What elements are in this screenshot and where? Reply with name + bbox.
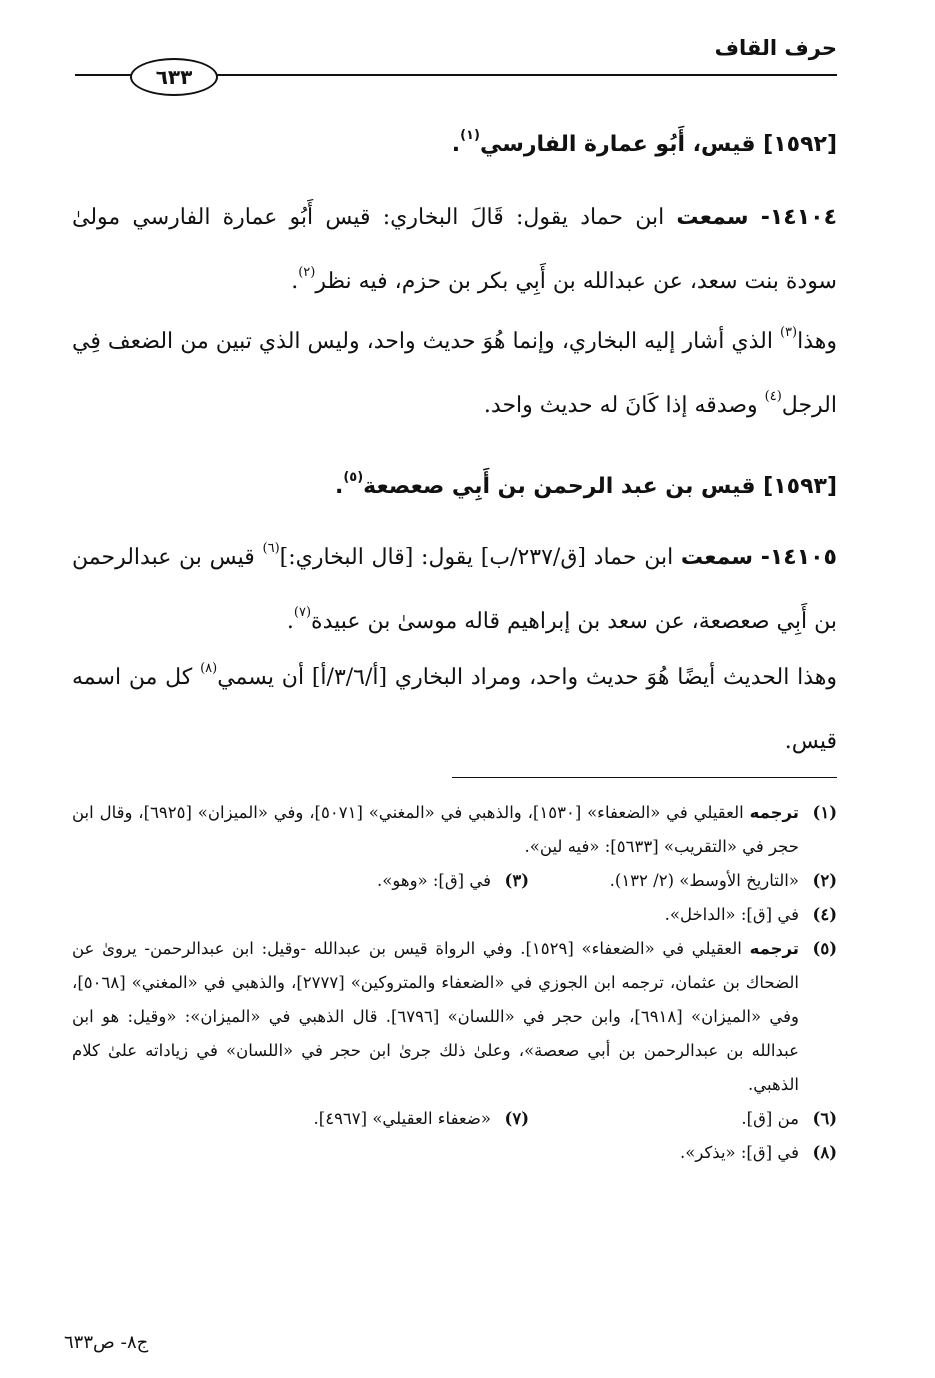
footnote-ref: (٥): [343, 470, 364, 485]
chapter-title: حرف القاف: [714, 36, 837, 60]
page-number-badge: [130, 58, 218, 96]
footnote-ref: (١): [460, 128, 480, 143]
footnote-ref: (٧): [293, 605, 312, 620]
commentary-text: وهذا الحديث أيضًا هُوَ حديث واحد، ومراد البخاري [أ/٣/٦/أ] أن يسمي: [217, 665, 837, 690]
footnote-text: «التاريخ الأوسط» (٢/ ١٣٢).: [609, 871, 799, 890]
commentary-text: وهذا: [797, 329, 837, 354]
entry-heading-text: [١٥٩٣] قيس بن عبد الرحمن بن أَبِي صعصعة: [363, 474, 837, 499]
footnote-text: من [ق].: [741, 1109, 799, 1128]
footnote-4: [72, 898, 837, 932]
hadith-keyword: سمعت: [676, 205, 749, 230]
entry-heading-text: [١٥٩٢] قيس، أَبُو عمارة الفارسي: [479, 132, 837, 157]
footnote-ref: (٨): [200, 661, 218, 676]
entry-heading-1592: [١٥٩٢] قيس، أَبُو عمارة الفارسي$^{(١)}$.: [451, 128, 837, 157]
commentary-14105: [72, 646, 837, 774]
entry-heading-1593: [١٥٩٣] قيس بن عبد الرحمن بن أَبِي صعصعة$^{(٥)}$.: [334, 470, 837, 499]
hadith-keyword: سمعت: [680, 545, 753, 570]
footnote-text: العقيلي في «الضعفاء» [١٥٢٩]. وفي الرواة قيس بن عبدالله -وقيل: ابن عبدالرحمن- يروىٰ عن الضحاك بن عثمان، ترجمه ابن الجوزي في «الضعفاء والمتروكين» [٢٧٧٧]، والذهبي في «المغني» [٥٠٦٨]، وفي «الميزان» [٦٩١٨]، وابن حجر في «اللسان» [٦٧٩٦]. قال الذهبي في «الميزان»: «وقيل: هو ابن عبدالله بن عبدالرحمن بن أبي صعصة»، وعلىٰ ذلك جرىٰ ابن حجر في «اللسان» في زياداته علىٰ كلام الذهبي.: [72, 939, 800, 1094]
commentary-text: الذي أشار إليه البخاري، وإنما هُوَ حديث واحد، وليس الذي تبين من الضعف فِي الرجل: [72, 329, 837, 418]
footnote-mark: (٧): [504, 1109, 529, 1128]
footnote-mark: (٦): [812, 1109, 837, 1128]
footnote-mark: (٣): [504, 871, 529, 890]
commentary-14104: [72, 310, 837, 438]
hadith-number: ١٤١٠٥-: [760, 545, 837, 570]
footnote-mark: (٨): [812, 1143, 837, 1162]
footnote-1: [72, 796, 837, 864]
footnote-mark: (١): [812, 803, 837, 822]
commentary-text: كل من اسمه قيس.: [72, 665, 837, 754]
hadith-text: ابن حماد يقول: قَالَ البخاري: قيس أَبُو عمارة الفارسي مولىٰ سودة بنت سعد، عن عبدالله بن أَبِي بكر بن حزم، فيه نظر: [72, 205, 837, 294]
footnote-keyword: ترجمه: [749, 803, 799, 822]
hadith-14104: ١٤١٠٤- سمعت ابن حماد يقول: قَالَ البخاري: قيس أَبُو عمارة الفارسي مولىٰ سودة بنت سعد، عن عبدالله بن أَبِي بكر بن حزم، فيه نظر$^{(٢)}$.: [72, 205, 838, 294]
footnote-mark: (٥): [812, 939, 837, 958]
footnotes: [72, 796, 837, 1170]
footnote-5: [72, 932, 837, 1102]
footnote-mark: (٤): [812, 905, 837, 924]
hadith-number: ١٤١٠٤-: [760, 205, 838, 230]
footnote-ref: (٢): [298, 265, 316, 280]
page-number: ٦٣٣: [155, 65, 193, 89]
footnote-6-7: [72, 1102, 837, 1136]
footnote-text: في [ق]: «وهو».: [377, 871, 491, 890]
volume-page-mark: ج٨- ص٦٣٣: [64, 1332, 149, 1353]
hadith-text: ابن حماد [ق/٢٣٧/ب] يقول: [قال البخاري:]: [279, 545, 674, 570]
footnote-keyword: ترجمه: [749, 939, 799, 958]
footnote-ref: (٣): [779, 325, 798, 340]
hadith-text: قيس بن عبدالرحمن بن أَبِي صعصعة، عن سعد بن إبراهيم قاله موسىٰ بن عبيدة: [72, 545, 837, 634]
footnote-separator: [452, 777, 837, 778]
commentary-text: وصدقه إذا كَانَ له حديث واحد.: [483, 393, 758, 418]
footnote-mark: (٢): [812, 871, 837, 890]
hadith-14105: ١٤١٠٥- سمعت ابن حماد [ق/٢٣٧/ب] يقول: [قال البخاري:]$^{(٦)}$ قيس بن عبدالرحمن بن أَبِي صعصعة، عن سعد بن إبراهيم قاله موسىٰ بن عبيدة$^{(٧)}$.: [72, 541, 837, 634]
footnote-ref: (٦): [262, 541, 280, 556]
footnote-2-3: [72, 864, 837, 898]
footnote-text: في [ق]: «الداخل».: [664, 905, 799, 924]
footnote-text: «ضعفاء العقيلي» [٤٩٦٧].: [313, 1109, 491, 1128]
footnote-text: العقيلي في «الضعفاء» [١٥٣٠]، والذهبي في «المغني» [٥٠٧١]، وفي «الميزان» [٦٩٢٥]، وقال ابن حجر في «التقريب» [٥٦٣٣]: «فيه لين».: [72, 803, 799, 856]
footnote-8: [72, 1136, 837, 1170]
footnote-text: في [ق]: «يذكر».: [679, 1143, 799, 1162]
footnote-ref: (٤): [764, 389, 782, 404]
